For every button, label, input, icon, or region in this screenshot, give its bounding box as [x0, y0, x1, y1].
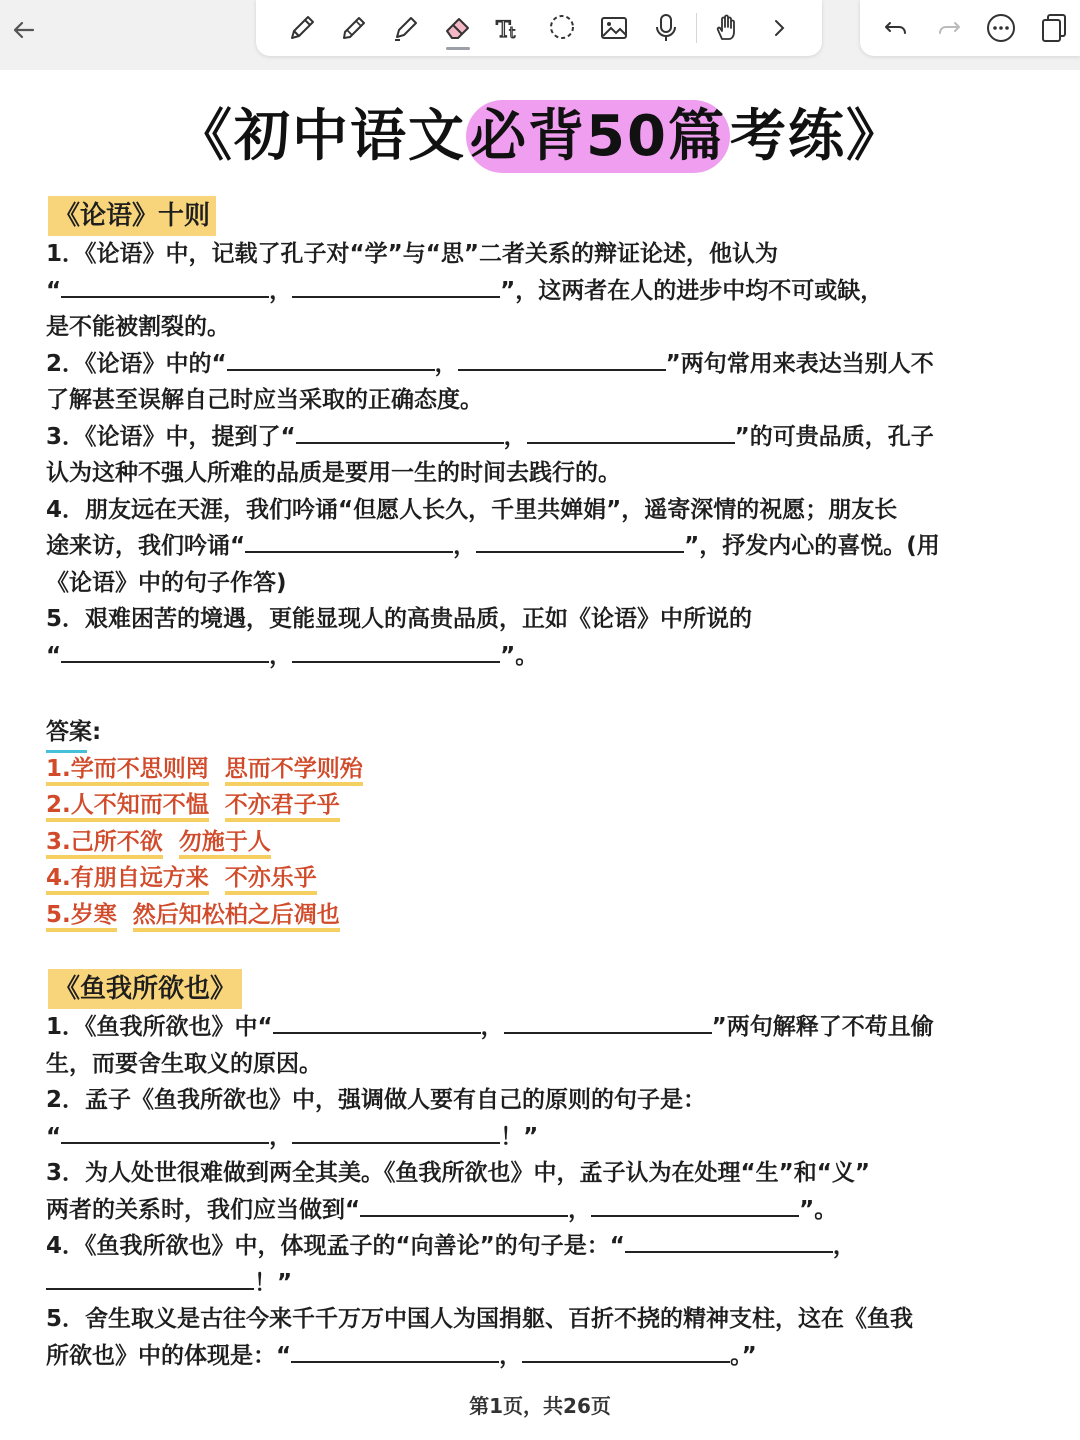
microphone-icon [649, 11, 683, 45]
question-text: 认为这种不强人所难的品质是要用一生的时间去践行的。 [46, 460, 621, 486]
answer-blank[interactable] [273, 1010, 481, 1034]
question-text: ， [832, 1233, 856, 1259]
lunyu-question-2 [46, 346, 1036, 419]
question-text: 3．《论语》中，提到了“ [46, 423, 296, 450]
question-text: 了解甚至误解自己时应当采取的正确态度。 [46, 387, 483, 413]
section-heading-lunyu: 《论语》十则 [48, 196, 216, 236]
pages-icon [1037, 11, 1071, 45]
answer-blank[interactable] [476, 529, 684, 553]
answer-blank[interactable] [46, 1266, 254, 1290]
question-text: “ [46, 642, 62, 669]
question-text: 两者的关系时，我们应当做到“ [46, 1196, 361, 1223]
question-text: ， [503, 423, 527, 450]
highlighter-icon [389, 11, 423, 45]
answer-blank[interactable] [292, 274, 500, 298]
question-line [46, 1265, 1036, 1302]
question-line [46, 1228, 1036, 1265]
question-text: 5．舍生取义是古往今来千千万万中国人为国捐躯、百折不挠的精神支柱，这在《鱼我 [46, 1306, 914, 1332]
question-text: 5．艰难困苦的境遇，更能显现人的高贵品质，正如《论语》中所说的 [46, 606, 753, 632]
answer-blank[interactable] [522, 1339, 730, 1363]
yuwo-question-3 [46, 1155, 1036, 1228]
drawing-tools [256, 0, 822, 56]
answer-blank[interactable] [527, 420, 735, 444]
chevron-right-icon [762, 11, 796, 45]
question-text: 3．为人处世很难做到两全其美。《鱼我所欲也》中，孟子认为在处理“生”和“义” [46, 1160, 870, 1186]
yuwo-question-1 [46, 1009, 1036, 1082]
answers-heading: 答案: [46, 714, 101, 751]
question-text: ！” [254, 1269, 293, 1296]
question-text: 4．《鱼我所欲也》中，体现孟子的“向善论”的句子是：“ [46, 1233, 625, 1259]
question-text: 《论语》中的句子作答) [46, 569, 287, 596]
question-text: ， [568, 1196, 592, 1223]
question-text: ”。 [799, 1196, 838, 1223]
answer-line-3 [46, 824, 1036, 861]
yuwo-question-4 [46, 1228, 1036, 1301]
page-title [0, 92, 1080, 172]
document-content [46, 196, 1036, 1374]
answer-number: 1. [46, 756, 71, 786]
page-indicator: 第1页，共26页 [469, 1394, 611, 1418]
question-line [46, 528, 1036, 565]
question-text: 。” [730, 1342, 757, 1369]
yuwo-question-5 [46, 1301, 1036, 1374]
answer-line-2 [46, 787, 1036, 824]
answer-blank[interactable] [504, 1010, 712, 1034]
lunyu-question-1 [46, 236, 1036, 346]
microphone-tool[interactable] [640, 4, 692, 52]
question-text: 4．朋友远在天涯，我们吟诵“但愿人长久，千里共婵娟”，遥寄深情的祝愿；朋友长 [46, 496, 898, 523]
pen-icon [285, 11, 319, 45]
lunyu-question-4 [46, 492, 1036, 602]
title-suffix: 考练》 [729, 104, 904, 169]
more-button[interactable] [975, 4, 1028, 52]
answer-blank[interactable] [61, 639, 269, 663]
redo-icon [932, 11, 966, 45]
answer-line-5 [46, 897, 1036, 934]
question-text: 途来访，我们吟诵“ [46, 533, 246, 559]
answer-blank[interactable] [292, 1120, 500, 1144]
question-text: ， [269, 642, 293, 669]
question-line [46, 638, 1036, 675]
question-text: ， [499, 1342, 523, 1369]
answer-text: 学而不思则罔 [71, 756, 209, 786]
question-text: ， [453, 533, 477, 559]
question-text: ， [434, 350, 458, 377]
answer-text: 思而不学则殆 [225, 756, 363, 786]
answer-text: 有朋自远方来 [71, 865, 209, 895]
answer-text: 岁寒 [71, 902, 117, 932]
answer-blank[interactable] [296, 420, 504, 444]
image-icon [597, 11, 631, 45]
answer-blank[interactable] [227, 347, 435, 371]
answer-blank[interactable] [61, 274, 269, 298]
answer-blank[interactable] [245, 529, 453, 553]
answer-number: 2. [46, 792, 71, 822]
answer-text: 勿施于人 [179, 829, 271, 859]
svg-text:T: T [496, 18, 511, 43]
answer-blank[interactable] [292, 639, 500, 663]
answer-blank[interactable] [458, 347, 666, 371]
answer-blank[interactable] [61, 1120, 269, 1144]
hand-touch-icon [710, 11, 744, 45]
question-text: ”的可贵品质，孔子 [734, 423, 934, 450]
question-text: 是不能被割裂的。 [46, 314, 230, 340]
spacer [46, 674, 1036, 714]
lasso-tool[interactable] [536, 4, 588, 52]
question-text: ， [480, 1014, 504, 1040]
question-text: 2．孟子《鱼我所欲也》中，强调做人要有自己的原则的句子是： [46, 1087, 707, 1113]
hand-touch-tool[interactable] [701, 4, 753, 52]
title-prefix: 《初中语文 [176, 104, 467, 169]
more-icon [984, 11, 1018, 45]
image-tool[interactable] [588, 4, 640, 52]
answer-number: 5. [46, 902, 71, 932]
pencil-tool[interactable] [328, 4, 380, 52]
question-line [46, 1338, 1036, 1375]
back-button[interactable] [6, 12, 42, 48]
answer-blank[interactable] [591, 1193, 799, 1217]
answer-blank[interactable] [291, 1339, 499, 1363]
yuwo-question-2 [46, 1082, 1036, 1155]
highlighter-tool[interactable] [380, 4, 432, 52]
answer-blank[interactable] [360, 1193, 568, 1217]
answer-text: 人不知而不愠 [71, 792, 209, 822]
answer-line-4 [46, 860, 1036, 897]
question-text: ！” [500, 1123, 539, 1150]
question-text: “ [46, 1123, 62, 1150]
answer-number: 3. [46, 829, 71, 859]
undo-button[interactable] [870, 4, 923, 52]
question-text: 2．《论语》中的“ [46, 350, 227, 377]
answer-line-1 [46, 751, 1036, 788]
question-text: 所欲也》中的体现是：“ [46, 1342, 292, 1369]
question-text: ”，这两者在人的进步中均不可或缺， [500, 277, 884, 304]
answer-text: 不亦乐乎 [225, 865, 317, 895]
question-text: ”，抒发内心的喜悦。(用 [684, 533, 940, 559]
question-text: ”两句解释了不苟且偷 [711, 1014, 934, 1040]
question-text: ， [269, 1123, 293, 1150]
top-toolbar [0, 0, 1080, 70]
text-tool[interactable] [484, 4, 536, 52]
pages-button[interactable] [1028, 4, 1080, 52]
question-line [46, 273, 1036, 310]
eraser-icon [441, 11, 475, 45]
redo-button[interactable] [923, 4, 976, 52]
title-highlight: 必背50篇 [466, 100, 730, 173]
question-text: 1．《论语》中，记载了孔子对“学”与“思”二者关系的辩证论述，他认为 [46, 241, 778, 267]
history-tools [860, 0, 1080, 56]
expand-tools-button[interactable] [753, 4, 805, 52]
answer-text: 己所不欲 [71, 829, 163, 859]
question-text: ”两句常用来表达当别人不 [665, 350, 934, 377]
question-line [46, 1009, 1036, 1046]
lasso-icon [545, 11, 579, 45]
question-text: ， [269, 277, 293, 304]
lunyu-question-5 [46, 601, 1036, 674]
question-text: 生，而要舍生取义的原因。 [46, 1050, 322, 1077]
section-heading-yuwo: 《鱼我所欲也》 [48, 969, 242, 1009]
back-arrow-icon [9, 15, 39, 45]
question-line [46, 1119, 1036, 1156]
answer-text: 然后知松柏之后凋也 [133, 902, 340, 932]
question-line [46, 346, 1036, 383]
text-icon [493, 11, 527, 45]
answer-number: 4. [46, 865, 71, 895]
question-line [46, 1192, 1036, 1229]
svg-text:t: t [509, 23, 516, 42]
undo-icon [879, 11, 913, 45]
answer-text: 不亦君子乎 [225, 792, 340, 822]
pencil-icon [337, 11, 371, 45]
lunyu-question-3 [46, 419, 1036, 492]
question-text: “ [46, 277, 62, 304]
question-text: ”。 [500, 642, 539, 669]
toolbar-divider [696, 13, 697, 43]
eraser-tool[interactable] [432, 4, 484, 52]
question-text: 1．《鱼我所欲也》中“ [46, 1014, 273, 1040]
question-line [46, 419, 1036, 456]
pen-tool[interactable] [276, 4, 328, 52]
answer-blank[interactable] [625, 1229, 833, 1253]
